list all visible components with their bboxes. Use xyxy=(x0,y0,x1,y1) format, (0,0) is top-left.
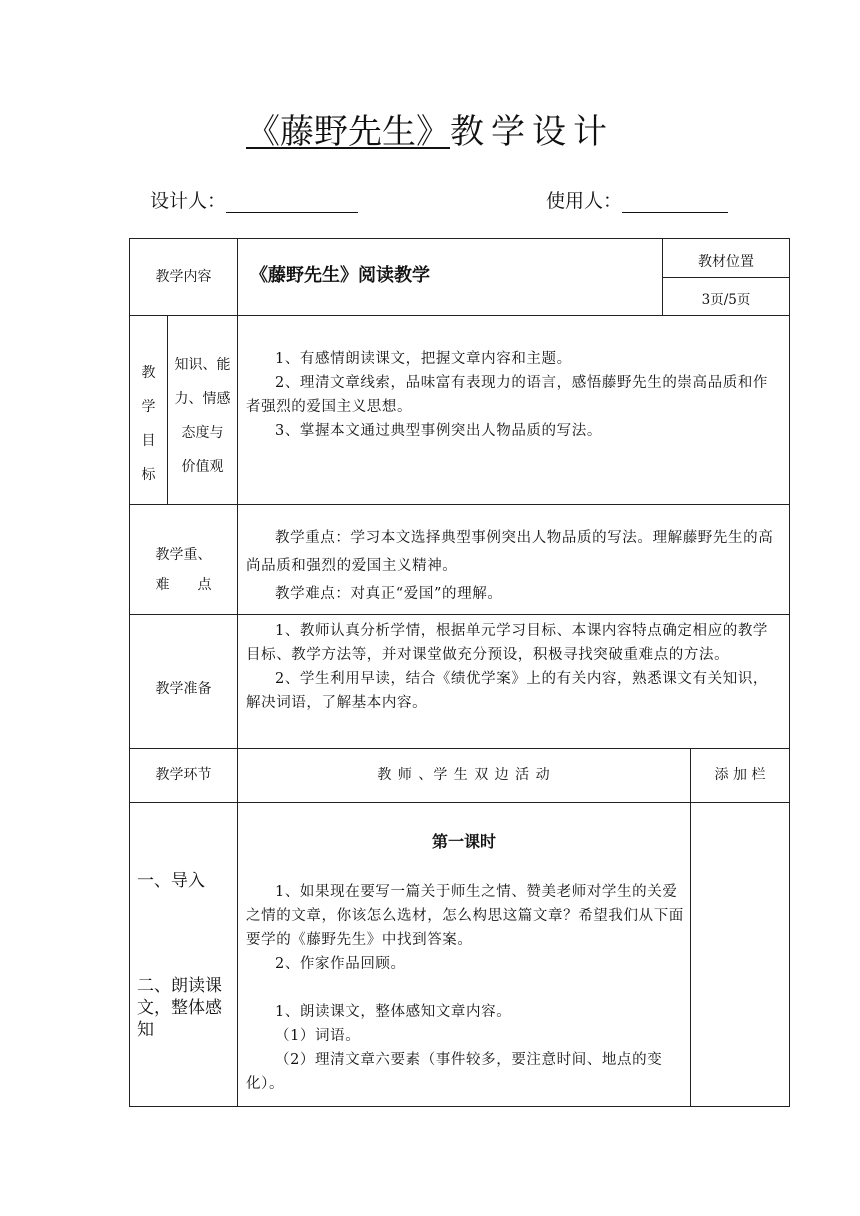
section-reading-line: 二、朗读课 xyxy=(137,976,222,996)
goal-item: 2、理清文章线索，品味富有表现力的语言，感悟藤野先生的崇高品质和作者强烈的爱国主义思想。 xyxy=(246,375,769,415)
key-points-label-line: 教学重、 xyxy=(155,547,212,563)
activities-header: 教 师 、学 生 双 边 活 动 xyxy=(377,767,551,783)
preparation-content xyxy=(246,619,782,715)
textbook-position-value: 3页/5页 xyxy=(701,292,751,308)
preparation-label: 教学准备 xyxy=(155,681,212,697)
row-divider xyxy=(129,614,790,615)
key-point-item: 教学重点：学习本文选择典型事例突出人物品质的写法。理解藤野先生的高尚品质和强烈的爱国主义精神。 xyxy=(246,530,774,574)
key-points-label xyxy=(130,540,237,600)
title-suffix: 教学设计 xyxy=(450,112,614,152)
goals-label-char: 学 xyxy=(141,399,156,415)
row-divider xyxy=(129,315,790,316)
add-column-divider xyxy=(690,748,691,1107)
goals-sub-label-line: 态度与 xyxy=(181,425,224,441)
goals-content xyxy=(246,347,782,443)
activity-paragraph: 1、朗读课文，整体感知文章内容。 xyxy=(275,1004,512,1020)
key-point-item: 教学难点：对真正“爱国”的理解。 xyxy=(275,586,503,602)
table-border-right xyxy=(789,238,790,1107)
goals-sub-label-line: 力、情感 xyxy=(174,391,231,407)
table-border-top xyxy=(129,238,790,239)
key-points-content xyxy=(246,524,782,608)
add-column-header: 添 加 栏 xyxy=(714,767,766,783)
goal-item: 3、掌握本文通过典型事例突出人物品质的写法。 xyxy=(275,423,602,439)
teaching-content-label: 教学内容 xyxy=(155,269,212,285)
goals-sub-label xyxy=(168,348,237,484)
process-stage-header: 教学环节 xyxy=(155,767,212,783)
goal-item: 1、有感情朗读课文，把握文章内容和主题。 xyxy=(275,351,572,367)
section-intro: 一、导入 xyxy=(137,871,205,891)
designer-label: 设计人： xyxy=(150,190,227,212)
activity-paragraph: （1）词语。 xyxy=(275,1028,361,1044)
title-book-name: 《藤野先生》 xyxy=(246,112,450,152)
section-reading xyxy=(137,975,237,1041)
preparation-item: 2、学生利用早读，结合《绩优学案》上的有关内容，熟悉课文有关知识，解决词语，了解基本内容。 xyxy=(246,671,769,711)
goals-label xyxy=(130,356,167,492)
key-points-label-line: 难 点 xyxy=(155,577,212,593)
teaching-content-value: 《藤野先生》阅读教学 xyxy=(250,265,430,286)
activity-paragraph: （2）理清文章六要素（事件较多，要注意时间、地点的变化）。 xyxy=(246,1052,663,1092)
user-label: 使用人： xyxy=(546,190,623,212)
lesson-title: 第一课时 xyxy=(431,832,496,851)
goals-label-char: 教 xyxy=(141,365,156,381)
goals-sub-label-line: 价值观 xyxy=(181,459,224,475)
goals-label-char: 标 xyxy=(141,467,156,483)
column-divider xyxy=(237,238,238,1107)
section-reading-line: 知 xyxy=(137,1020,154,1040)
goals-sub-label-line: 知识、能 xyxy=(174,357,231,373)
goals-label-char: 目 xyxy=(141,433,156,449)
textbook-position-label: 教材位置 xyxy=(698,254,754,270)
row-divider xyxy=(129,504,790,505)
activities-content xyxy=(246,880,686,1096)
activity-paragraph: 1、如果现在要写一篇关于师生之情、赞美老师对学生的关爱之情的文章，你该怎么选材，怎么构思这篇文章？希望我们从下面要学的《藤野先生》中找到答案。 xyxy=(246,884,684,948)
position-divider xyxy=(662,277,790,278)
section-reading-line: 文，整体感 xyxy=(137,998,222,1018)
activity-paragraph: 2、作家作品回顾。 xyxy=(275,956,406,972)
preparation-item: 1、教师认真分析学情，根据单元学习目标、本课内容特点确定相应的教学目标、教学方法等，并对课堂做充分预设，积极寻找突破重难点的方法。 xyxy=(246,623,769,663)
